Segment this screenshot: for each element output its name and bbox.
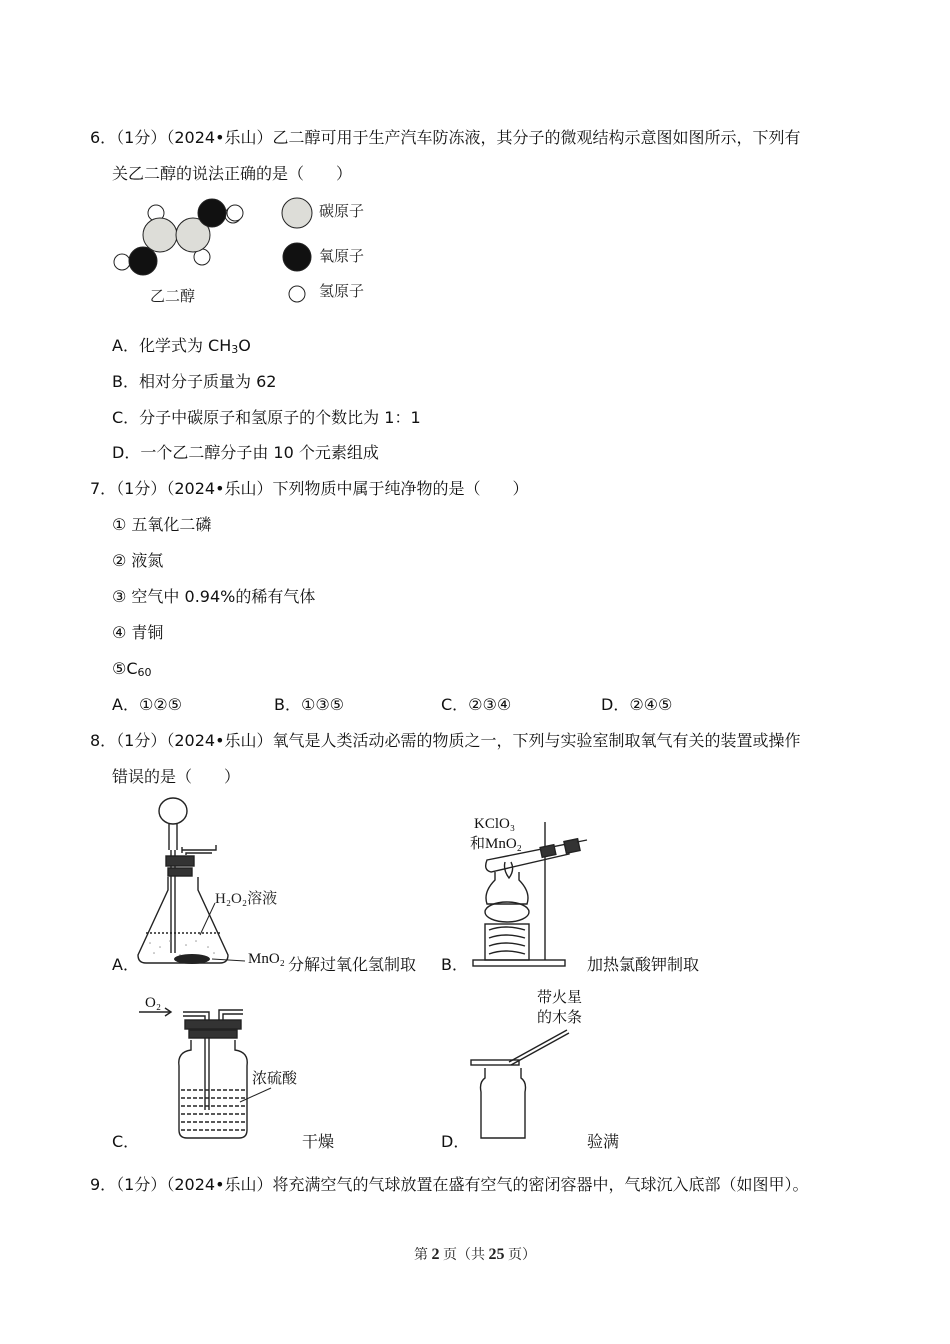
label-mno2-b: 和MnO₂: [470, 836, 522, 852]
label-stick-line2: 的木条: [537, 1010, 583, 1026]
q8-stem-line2: 错误的是（ ）: [112, 767, 241, 786]
q8-option-d-caption: 验满: [587, 1132, 620, 1151]
ethylene-glycol-figure: [105, 195, 395, 315]
q7-item-4: ④ 青铜: [112, 623, 164, 642]
q7-item-5: $⑤C_{60}$: [112, 659, 152, 679]
q9-stem: 9．（1分）（2024•乐山）将充满空气的气球放置在盛有空气的密闭容器中，气球沉入底部（如图甲）。: [90, 1175, 809, 1194]
q7-option-d: D．②④⑤: [601, 695, 673, 714]
q7-item-2: ② 液氮: [112, 551, 164, 570]
label-sulfuric-acid: 浓硫酸: [252, 1071, 298, 1087]
q8-option-b-caption: 加热氯酸钾制取: [587, 955, 700, 974]
label-mno2-a: MnO₂: [248, 951, 285, 967]
q7-item-3: ③ 空气中 0.94%的稀有气体: [112, 587, 316, 606]
q8-option-c-letter: C．: [112, 1132, 140, 1151]
page-number: 2: [431, 1246, 440, 1263]
page-footer: 第 2 页（共 25 页）: [414, 1246, 536, 1263]
apparatus-d-gas-bottle: [465, 1020, 605, 1145]
label-stick-line1: 带火星: [537, 990, 583, 1006]
q8-option-a-letter: A．: [112, 955, 139, 974]
q8-option-c-caption: 干燥: [302, 1132, 335, 1151]
q6-stem-line2: 关乙二醇的说法正确的是（ ）: [112, 164, 353, 183]
q7-item-1: ① 五氧化二磷: [112, 515, 212, 534]
q6-stem-line1: 6．（1分）（2024•乐山）乙二醇可用于生产汽车防冻液，其分子的微观结构示意图如图所示，下列有: [90, 128, 801, 147]
q6-option-c: C．分子中碳原子和氢原子的个数比为 1：1: [112, 408, 421, 427]
legend-carbon: 碳原子: [319, 204, 365, 220]
q6-option-a: A．化学式为 $CH_3O$: [112, 336, 251, 356]
q7-option-a: A．①②⑤: [112, 695, 182, 714]
label-o2: O₂: [145, 995, 162, 1011]
q7-stem: 7．（1分）（2024•乐山）下列物质中属于纯净物的是（ ）: [90, 479, 529, 498]
q6-option-d: D．一个乙二醇分子由 10 个元素组成: [112, 443, 379, 462]
q7-option-b: B．①③⑤: [274, 695, 345, 714]
legend-hydrogen: 氢原子: [319, 284, 365, 300]
page-total: 25: [488, 1246, 505, 1263]
apparatus-c-drying-bottle: [135, 990, 315, 1140]
molecule-label: 乙二醇: [150, 289, 196, 305]
label-kclo3: KClO₃: [474, 816, 516, 832]
q8-option-b-letter: B．: [441, 955, 468, 974]
q8-option-d-letter: D．: [441, 1132, 470, 1151]
q7-option-c: C．②③④: [441, 695, 512, 714]
q8-stem-line1: 8．（1分）（2024•乐山）氧气是人类活动必需的物质之一，下列与实验室制取氧气有关的装置或操作: [90, 731, 801, 750]
q8-option-a-caption: 分解过氧化氢制取: [288, 955, 417, 974]
q6-option-b: B．相对分子质量为 62: [112, 372, 277, 391]
legend-oxygen: 氧原子: [319, 249, 365, 265]
label-h2o2: H₂O₂溶液: [215, 891, 278, 907]
